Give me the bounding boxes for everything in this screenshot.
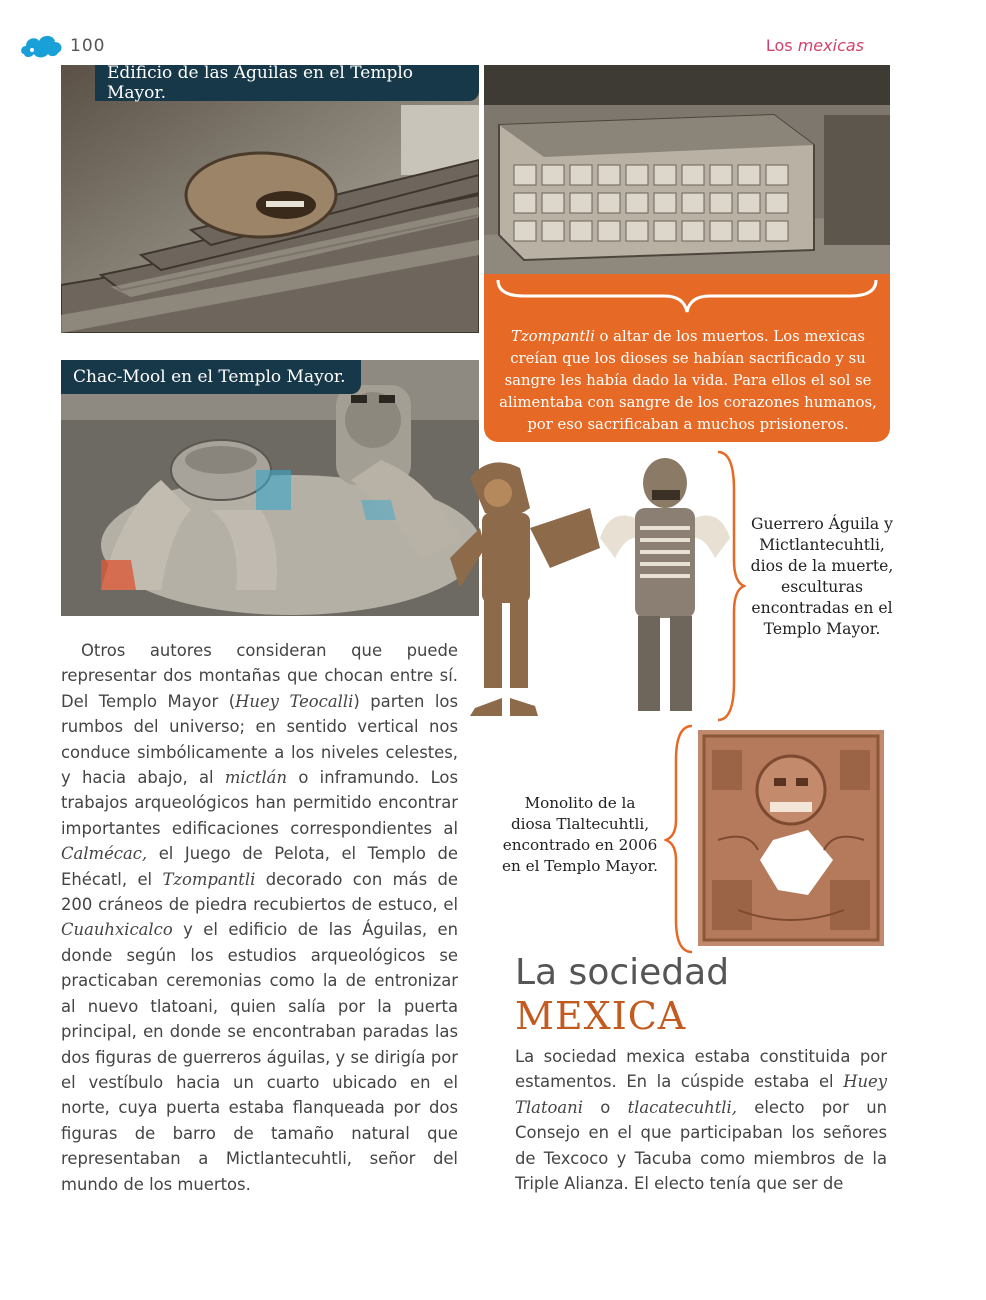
body-paragraph: Otros autores consideran que puede representar dos montañas que chocan entre sí. Del Templo Mayor (Huey Teocalli) parten los rumbos del universo; en sentido vertical nos conduce simbólicamente a los niveles celestes, y hacia abajo, al mictlán o inframundo. Los trabajos arqueológicos han permitido encontrar importantes edificaciones correspondientes al Calmécac, el Juego de Pelota, el Templo de Ehécatl, el Tzompantli decorado con más de 200 cráneos de piedra recubiertos de estuco, el Cuauhxicalco y el edificio de las Águilas, en donde según los estudios arqueológicos se practicaban ceremonias como la de entronizar al nuevo tlatoani, quien salía por la puerta principal, en donde se encontraban paradas las dos figuras de guerreros águilas, y se dirigía por el vestíbulo hacia un cuarto ubicado en el norte, cuya puerta estaba flanqueada por dos figuras de barro de tamaño natural que representaban a Mictlantecuhtli, señor del mundo de los muertos. xyxy=(61,641,458,1194)
photo-chac-mool xyxy=(61,360,479,616)
cloud-logo-icon xyxy=(20,30,64,60)
photo-guerrero-aguila-mictlantecuhtli xyxy=(440,448,740,720)
caption-chac-mool: Chac-Mool en el Templo Mayor. xyxy=(61,360,361,394)
photo-edificio-aguilas xyxy=(61,65,479,333)
caption-edificio-aguilas: Edificio de las Águilas en el Templo Mayor. xyxy=(95,65,479,101)
bracket-icon xyxy=(716,450,746,722)
bracket-icon xyxy=(664,724,694,954)
page-number: 100 xyxy=(70,36,106,56)
photo-tzompantli xyxy=(484,65,890,277)
section-title: Los mexicas xyxy=(765,36,864,55)
brace-icon xyxy=(484,276,890,316)
caption-monolito: Monolito de la diosa Tlaltecuhtli, encontrado en 2006 en el Templo Mayor. xyxy=(502,794,658,875)
photo-monolito-tlaltecuhtli xyxy=(698,730,884,946)
section-heading-emph: MEXICA xyxy=(515,994,687,1038)
section-heading: La sociedad xyxy=(515,952,730,993)
caption-guerrero-aguila: Guerrero Águila y Mictlantecuhtli, dios de la muerte, esculturas encontradas en el Templo Mayor. xyxy=(750,515,894,638)
caption-tzompantli: Tzompantli o altar de los muertos. Los mexicas creían que los dioses se habían sacrificado y su sangre les había dado la vida. Para ellos el sol se alimentaba con sangre de los corazones humanos, por eso sacrificaban a muchos prisioneros. xyxy=(499,328,877,433)
section-paragraph: La sociedad mexica estaba constituida por estamentos. En la cúspide estaba el Huey Tlatoani o tlacatecuhtli, electo por un Consejo en el que participaban los señores de Texcoco y Tacuba como miembros de la Triple Alianza. El electo tenía que ser de xyxy=(515,1047,887,1194)
